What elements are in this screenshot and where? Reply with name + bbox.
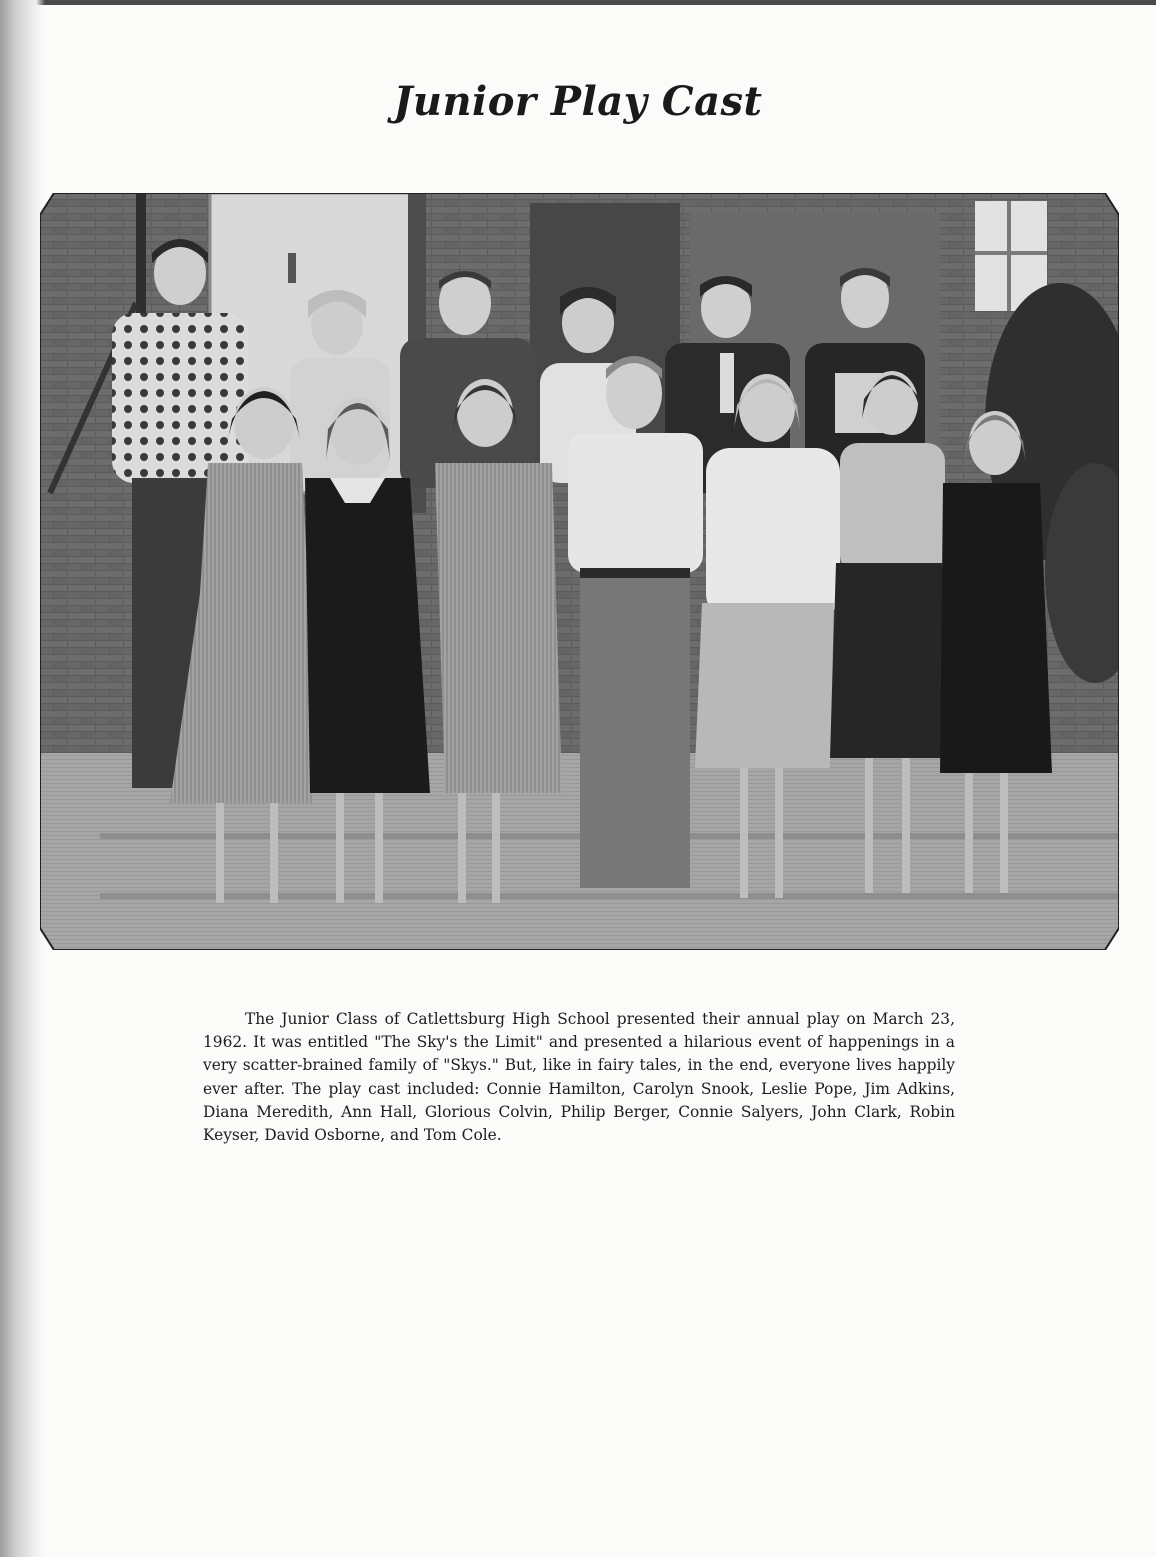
cast-group-photo [40, 193, 1119, 950]
photo-caption: The Junior Class of Catlettsburg High School presented their annual play on March 23, 1962. It was entitled "The Sky's the Limit" and presented a hilarious event of happenings in a very scatter-brained family of "Skys." But, like in fairy tales, in the end, everyone lives happily ever after. The play cast included: Connie Hamilton, Carolyn Snook, Leslie Pope, Jim Adkins, Diana Meredith, Ann Hall, Glorious Colvin, Philip Berger, Connie Salyers, John Clark, Robin Keyser, David Osborne, and Tom Cole. [203, 1010, 955, 1145]
page-top-edge [0, 0, 1156, 5]
binding-shadow [0, 0, 45, 1557]
page-title: Junior Play Cast [393, 78, 763, 125]
